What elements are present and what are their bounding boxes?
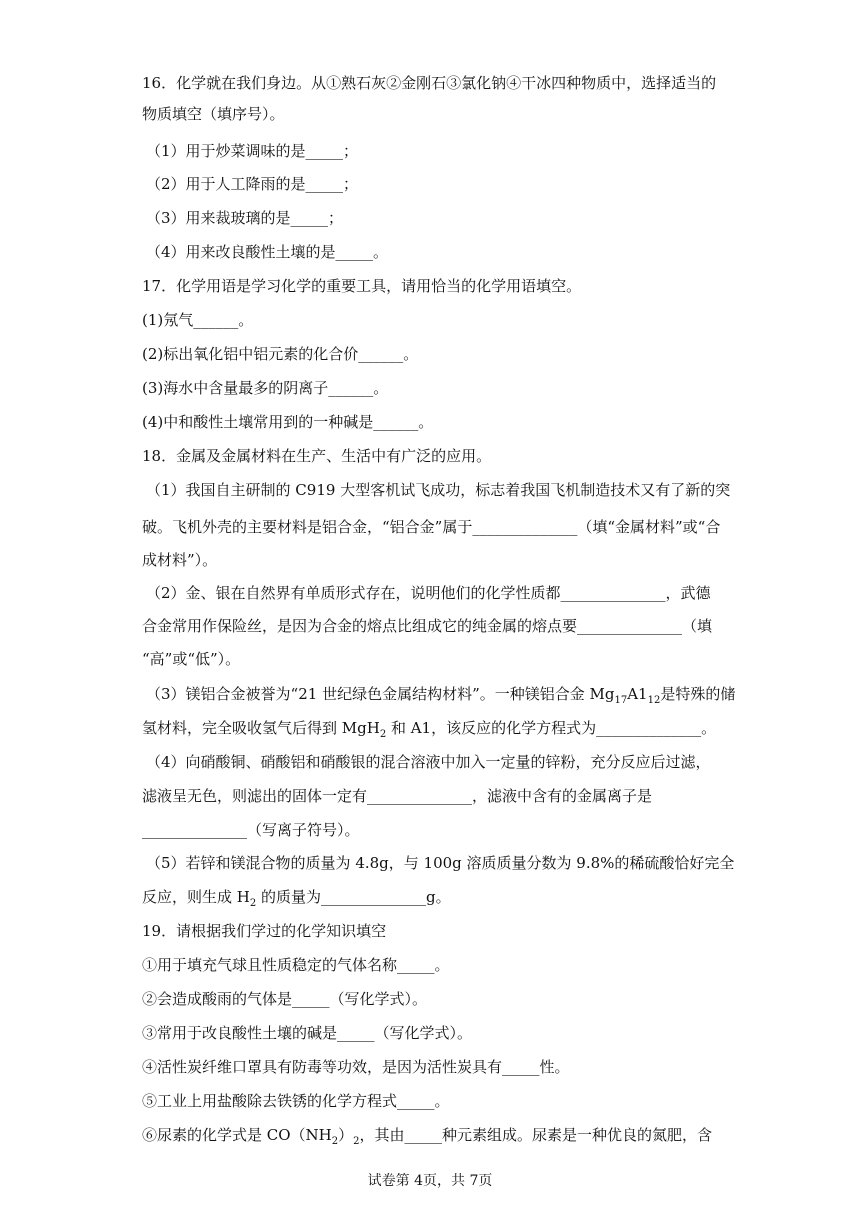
q17-part3: (3)海水中含量最多的阴离子______。: [142, 379, 389, 397]
q18-part3-text-a: （3）镁铝合金被誉为“21 世纪绿色金属结构材料”。一种镁铝合金 Mg: [146, 685, 615, 703]
q19-item5: ⑤工业上用盐酸除去铁锈的化学方程式_____。: [142, 1092, 450, 1110]
q16-stem-line2: 物质填空（填序号）。: [142, 105, 285, 123]
q18-part3-line2: [142, 718, 800, 738]
q17-part4: (4)中和酸性土壤常用到的一种碱是______。: [142, 413, 434, 431]
q19-item4: ④活性炭纤维口罩具有防毒等功效，是因为活性炭具有_____性。: [142, 1058, 570, 1076]
q18-part2-line1: （2）金、银在自然界有单质形式存在，说明他们的化学性质都______________，武德: [146, 584, 711, 602]
q18-part3-text-b: A1: [627, 685, 648, 703]
q18-part1-line2: 破。飞机外壳的主要材料是铝合金，“铝合金”属于______________（填“金属材料”或“合: [142, 518, 721, 536]
q18-part5-text-a: 反应，则生成 H: [142, 888, 250, 906]
q18-part3-subscript-17: 17: [614, 695, 628, 706]
q16-part2: （2）用于人工降雨的是_____；: [146, 175, 359, 193]
q18-stem: 18．金属及金属材料在生产、生活中有广泛的应用。: [142, 447, 492, 465]
q18-part3-text-c: 是特殊的储: [660, 685, 736, 703]
q17-stem: 17．化学用语是学习化学的重要工具，请用恰当的化学用语填空。: [142, 277, 582, 295]
q19-item6-subscript-a: 2: [331, 1136, 339, 1147]
q19-stem: 19．请根据我们学过的化学知识填空: [142, 922, 387, 940]
q18-part5-line2: [142, 887, 800, 907]
q18-part1-line1: （1）我国自主研制的 C919 大型客机试飞成功，标志着我国飞机制造技术又有了新的突: [146, 481, 731, 499]
q18-part3-line2-text-b: 和 A1，该反应的化学方程式为______________。: [386, 719, 717, 737]
q16-stem-line1: 16．化学就在我们身边。从①熟石灰②金刚石③氯化钠④干冰四种物质中，选择适当的: [142, 74, 717, 92]
q18-part2-line3: “高”或“低”）。: [142, 650, 241, 668]
q17-part1: (1)氖气______。: [142, 311, 254, 329]
q18-part3-subscript-2: 2: [379, 729, 387, 740]
q18-part1-line3: 成材料”）。: [142, 551, 218, 569]
q19-item3: ③常用于改良酸性土壤的碱是_____（写化学式）。: [142, 1024, 473, 1042]
page-footer: 试卷第 4页，共 7页: [367, 1173, 493, 1189]
q19-item6-text-c: ，其由_____种元素组成。尿素是一种优良的氮肥，含: [359, 1126, 713, 1144]
q19-item6-text-a: ⑥尿素的化学式是 CO（NH: [142, 1126, 332, 1144]
q19-item6: [142, 1125, 800, 1145]
q19-item2: ②会造成酸雨的气体是_____（写化学式）。: [142, 990, 428, 1008]
q19-item1: ①用于填充气球且性质稳定的气体名称_____。: [142, 956, 450, 974]
q18-part4-line1: （4）向硝酸铜、硝酸铝和硝酸银的混合溶液中加入一定量的锌粉，充分反应后过滤，: [146, 753, 711, 771]
q18-part5-subscript-2: 2: [249, 898, 257, 909]
q18-part3-line2-text-a: 氢材料，完全吸收氢气后得到 MgH: [142, 719, 380, 737]
q17-part2: (2)标出氧化铝中铝元素的化合价______。: [142, 345, 419, 363]
q18-part3-line1: [146, 684, 800, 704]
q18-part3-subscript-12: 12: [647, 695, 661, 706]
q16-part1: （1）用于炒菜调味的是_____；: [146, 142, 359, 160]
q18-part5-line1: （5）若锌和镁混合物的质量为 4.8g，与 100g 溶质质量分数为 9.8%的稀硫酸恰好完全: [146, 854, 735, 872]
q16-part4: （4）用来改良酸性土壤的是_____。: [146, 243, 389, 261]
q16-part3: （3）用来裁玻璃的是_____；: [146, 209, 344, 227]
q18-part5-text-b: 的质量为______________g。: [256, 888, 451, 906]
q18-part2-line2: 合金常用作保险丝，是因为合金的熔点比组成它的纯金属的熔点要______________（填: [142, 617, 713, 635]
q18-part4-line2: 滤液呈无色，则滤出的固体一定有______________，滤液中含有的金属离子是: [142, 787, 653, 805]
q18-part4-line3: ______________（写离子符号）。: [142, 821, 360, 839]
q19-item6-subscript-b: 2: [353, 1136, 360, 1147]
q19-item6-text-b: ）: [338, 1126, 354, 1144]
